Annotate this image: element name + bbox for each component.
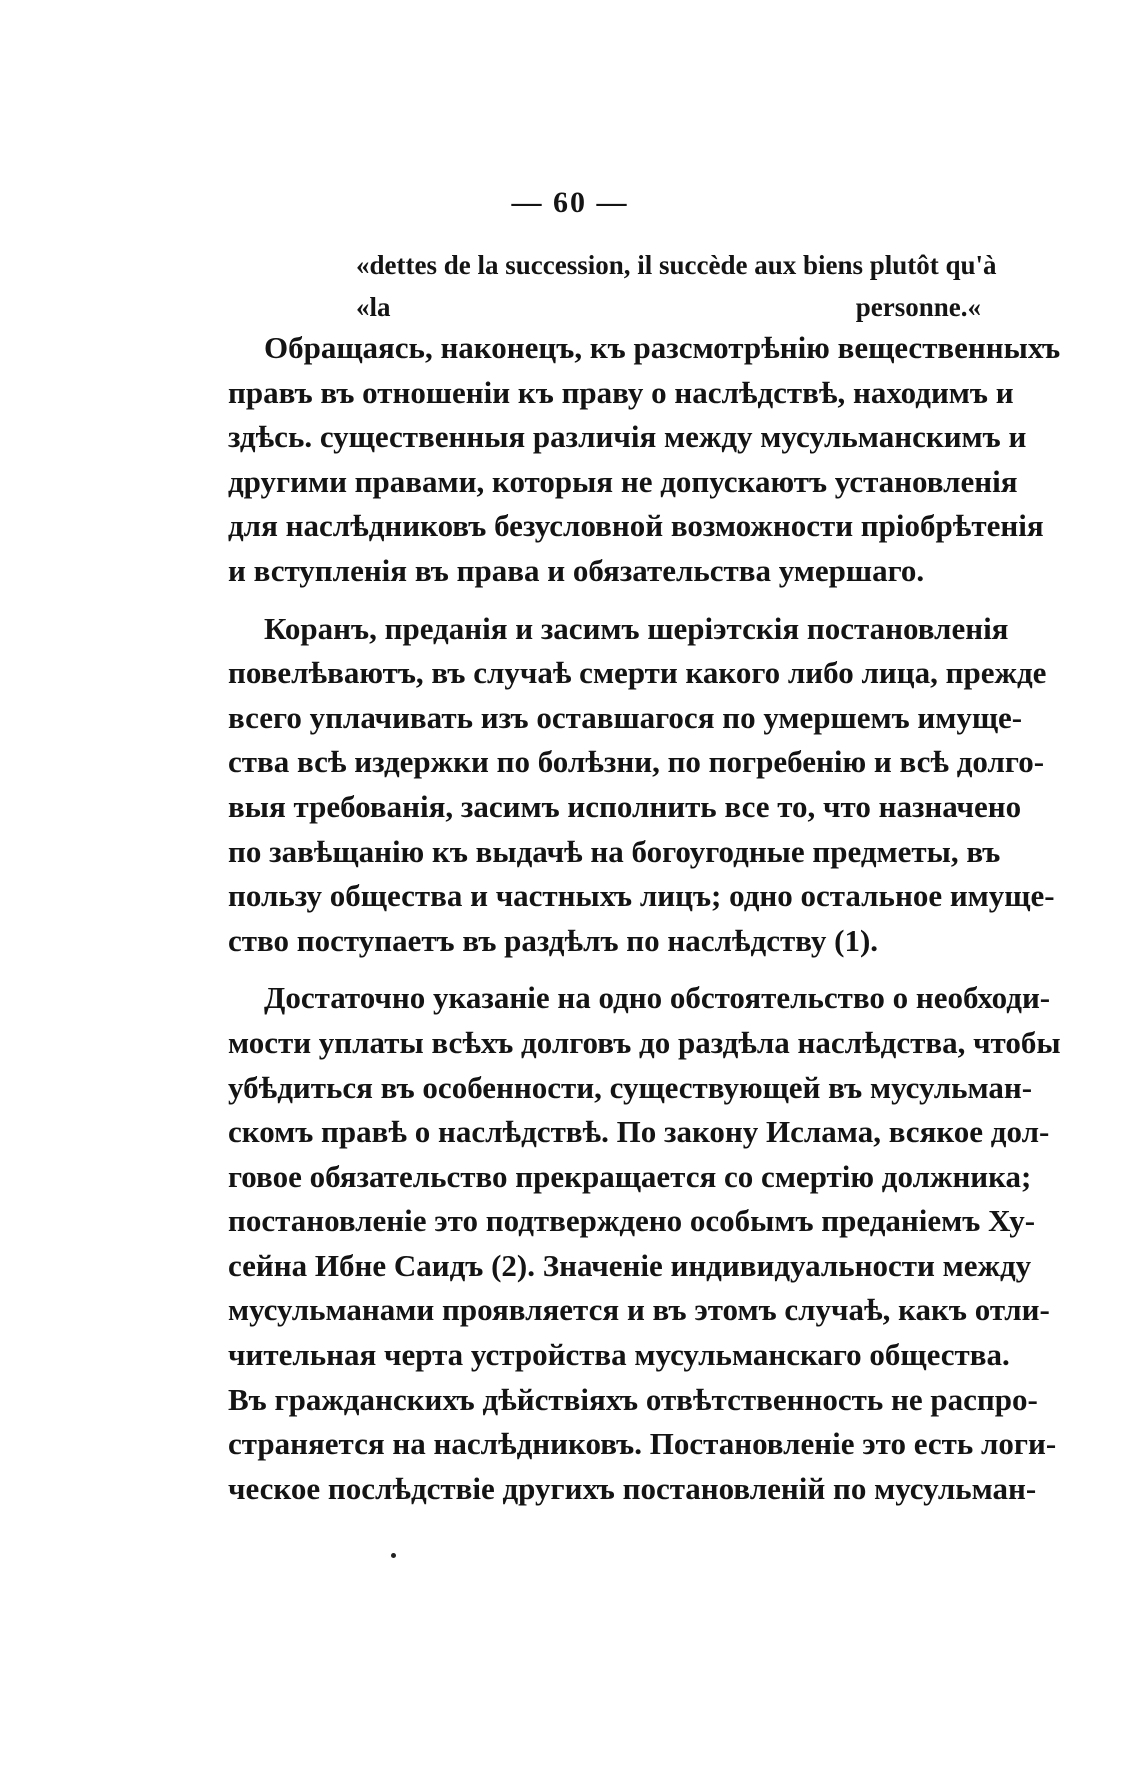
- body-text: [228, 326, 1061, 1524]
- text-line: ство поступаетъ въ раздѣлъ по наслѣдству (1).: [228, 922, 879, 958]
- text-line: постановленіе это подтверждено особымъ преданіемъ Ху-: [228, 1203, 1036, 1239]
- text-line: мости уплаты всѣхъ долговъ до раздѣла наслѣдства, чтобы: [228, 1024, 1061, 1060]
- text-line: чительная черта устройства мусульманскаго общества.: [228, 1337, 1010, 1373]
- text-line: повелѣваютъ, въ случаѣ смерти какого либо лица, прежде: [228, 655, 1047, 691]
- quote-line: «dettes de la succession, il succède aux biens plutôt qu'à: [356, 250, 997, 280]
- text-line: здѣсь. существенныя различія между мусульманскимъ и: [228, 419, 1027, 455]
- text-line: Обращаясь, наконецъ, къ разсмотрѣнію вещественныхъ: [264, 330, 1061, 365]
- text-line: Въ гражданскихъ дѣйствіяхъ отвѣтственность не распро-: [228, 1381, 1038, 1417]
- text-line: страняется на наслѣдниковъ. Постановленіе это есть логи-: [228, 1426, 1057, 1462]
- text-line: убѣдиться въ особенности, существующей въ мусульман-: [228, 1069, 1033, 1105]
- text-line: ства всѣ издержки по болѣзни, по погребенію и всѣ долго-: [228, 744, 1045, 780]
- ink-speck: [391, 1553, 396, 1558]
- text-line: Достаточно указаніе на одно обстоятельство о необходи-: [264, 980, 1051, 1016]
- text-line: и вступленія въ права и обязательства умершаго.: [228, 552, 925, 588]
- text-line: пользу общества и частныхъ лицъ; одно остальное имуще-: [228, 878, 1055, 914]
- text-line: ческое послѣдствіе другихъ постановленій по мусульман-: [228, 1470, 1037, 1506]
- text-line: сейна Ибне Саидъ (2). Значеніе индивидуальности между: [228, 1247, 1032, 1283]
- paragraph-1: [228, 326, 1061, 594]
- text-line: мусульманами проявляется и въ этомъ случаѣ, какъ отли-: [228, 1292, 1050, 1328]
- text-line: правъ въ отношеніи къ праву о наслѣдствѣ, находимъ и: [228, 374, 1014, 410]
- text-line: выя требованія, засимъ исполнить все то, что назначено: [228, 788, 1022, 824]
- text-line: для наслѣдниковъ безусловной возможности пріобрѣтенія: [228, 508, 1044, 544]
- paragraph-3: [228, 976, 1061, 1511]
- french-quote: [356, 244, 997, 328]
- text-line: скомъ правѣ о наслѣдствѣ. По закону Ислама, всякое дол-: [228, 1114, 1050, 1150]
- text-line: другими правами, которыя не допускаютъ установленія: [228, 463, 1018, 499]
- text-line: Коранъ, преданія и засимъ шеріэтскія постановленія: [264, 610, 1009, 646]
- page-number: — 60 —: [511, 186, 629, 219]
- text-line: по завѣщанію къ выдачѣ на богоугодные предметы, въ: [228, 833, 1001, 869]
- paragraph-2: [228, 607, 1055, 964]
- quote-line: «la personne.«: [356, 292, 981, 322]
- text-line: всего уплачивать изъ оставшагося по умершемъ имуще-: [228, 699, 1023, 735]
- text-line: говое обязательство прекращается со смертію должника;: [228, 1158, 1032, 1194]
